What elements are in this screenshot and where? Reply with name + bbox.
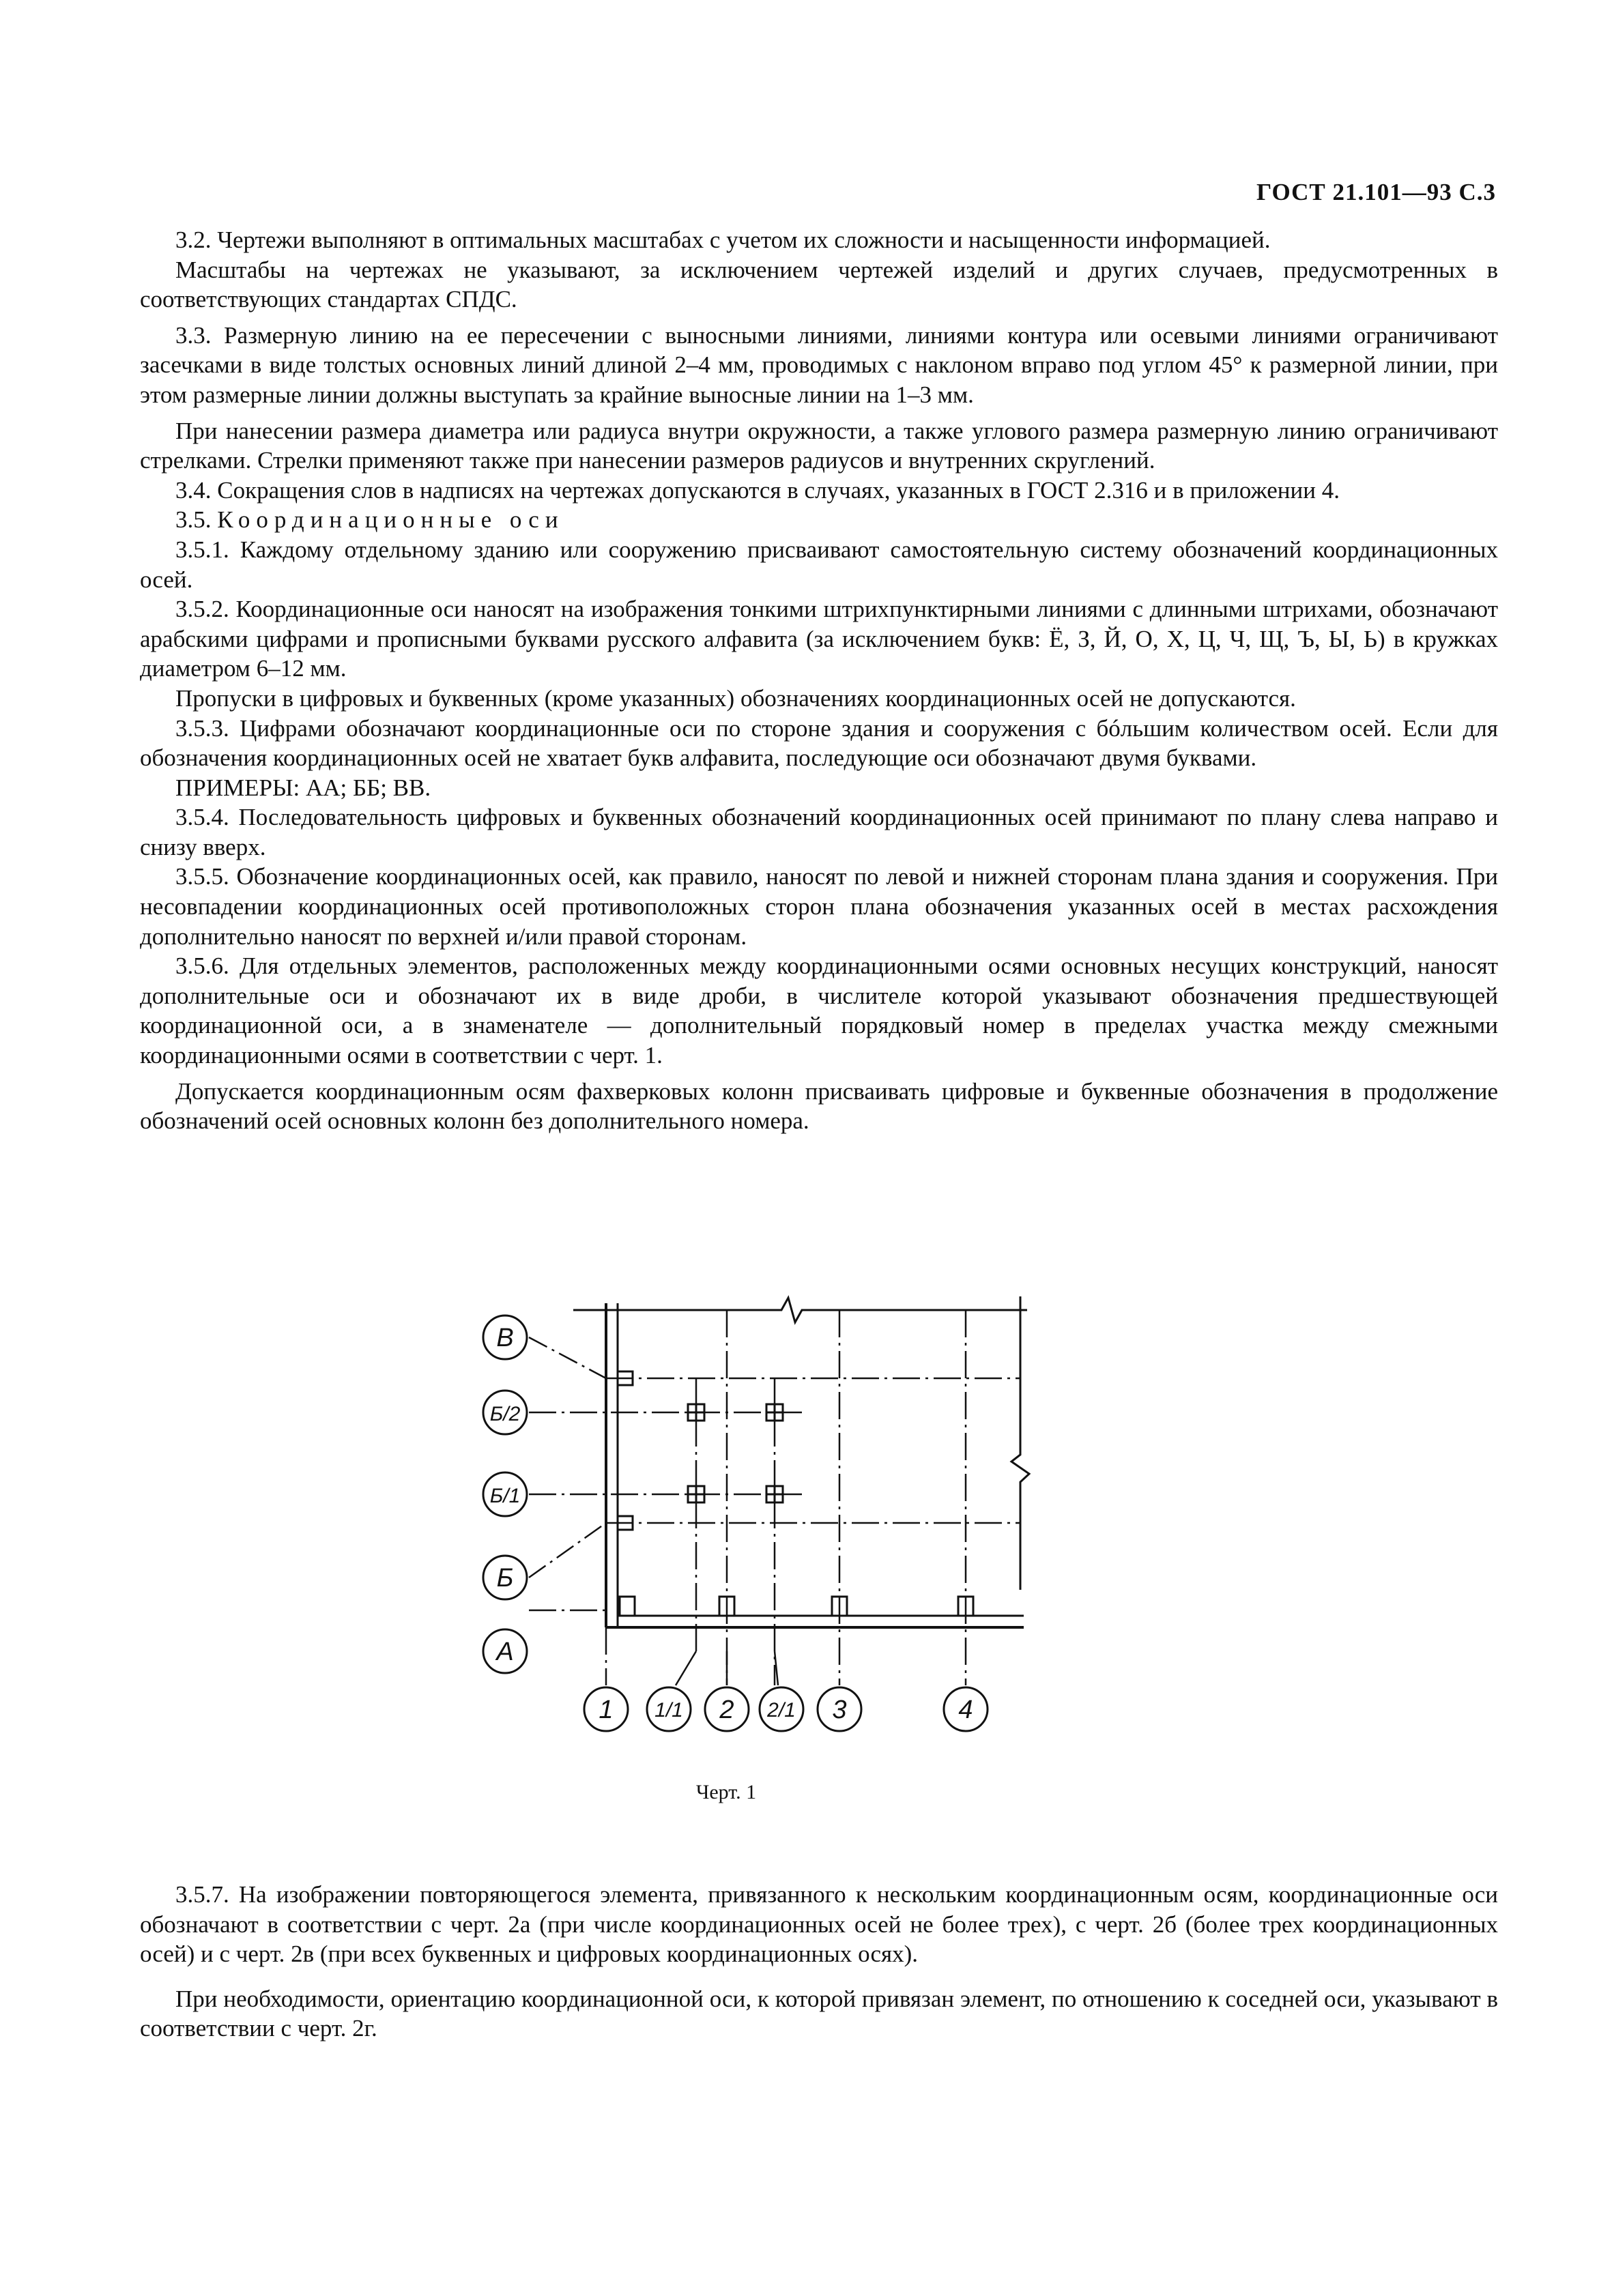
axis-label-row-3: Б: [496, 1564, 514, 1593]
axis-label-col-2: 2: [719, 1696, 734, 1724]
axis-label-col-5: 4: [958, 1696, 973, 1724]
axis-label-row-0: В: [496, 1324, 514, 1352]
paragraph-3-5-1: 3.5.1. Каждому отдельному зданию или сооружению присваивают самостоятельную систему обозначений координационных осей.: [140, 536, 1498, 593]
axis-label-col-0: 1: [599, 1696, 614, 1724]
plan-right-edge-break-line: [1011, 1296, 1029, 1590]
paragraph-3-5-6-fachwerk: Допускается координационным осям фахверковых колонн присваивать цифровые и буквенные обозначения в продолжение обозначений осей основных колонн без дополнительного номера.: [140, 1077, 1498, 1135]
axes-drawing: [423, 1269, 1051, 1835]
paragraph-3-5-7-orientation: При необходимости, ориентацию координационной оси, к которой привязан элемент, по отношению к соседней оси, указывают в соответствии с черт. 2г.: [140, 1985, 1498, 2042]
figure-1-coordination-axes: [423, 1269, 1051, 1835]
paragraph-3-3: 3.3. Размерную линию на ее пересечении с выносными линиями, линиями контура или осевыми линиями ограничивают засечками в виде толстых основных линий длиной 2–4 мм, проводимых с наклоном вправо под углом 45° к размерной линии, при этом размерные линии должны выступать за крайние выносные линии на 1–3 мм.: [140, 321, 1498, 408]
paragraph-3-5-3: 3.5.3. Цифрами обозначают координационные оси по стороне здания и сооружения с бóльшим количеством осей. Если для обозначения координационных осей не хватает букв алфавита, последующие оси обозначают двумя буквами.: [140, 714, 1498, 772]
column-bottom-1: [620, 1597, 635, 1616]
axis-label-row-1: Б/2: [489, 1403, 521, 1425]
main-text-bottom: [140, 1880, 1498, 2044]
paragraph-3-4: 3.4. Сокращения слов в надписях на чертежах допускаются в случаях, указанных в ГОСТ 2.316 и в приложении 4.: [175, 476, 1340, 504]
figure-caption: Черт. 1: [695, 1781, 757, 1803]
paragraph-3-5-6: 3.5.6. Для отдельных элементов, расположенных между координационными осями основных несущих конструкций, наносят дополнительные оси и обозначают их в виде дроби, в числителе которой указывают обозначения предшествующей координационной оси, а в знаменателе — дополнительный порядковый номер в пределах участка между смежными координационными осями в соответствии с черт. 1.: [140, 953, 1498, 1069]
axis-label-col-3: 2/1: [767, 1699, 796, 1721]
examples-line: ПРИМЕРЫ: АА; ББ; ВВ.: [175, 774, 431, 801]
paragraph-3-2: 3.2. Чертежи выполняют в оптимальных масштабах с учетом их сложности и насыщенности информацией.: [175, 227, 1271, 253]
paragraph-3-5-5: 3.5.5. Обозначение координационных осей, как правило, наносят по левой и нижней сторонам плана здания и сооружения. При несовпадении координационных осей противоположных сторон плана обозначения указанных осей в местах расхождения дополнительно наносят по верхней и/или правой сторонам.: [140, 863, 1498, 950]
section-3-5-heading: [140, 505, 1498, 535]
axis-label-row-2: Б/1: [489, 1485, 521, 1507]
paragraph-3-5-2-gaps: Пропуски в цифровых и буквенных (кроме указанных) обозначениях координационных осей не допускаются.: [175, 684, 1296, 712]
section-number: 3.5.: [175, 506, 212, 534]
paragraph-3-2-scales: Масштабы на чертежах не указывают, за исключением чертежей изделий и других случаев, предусмотренных в соответствующих стандартах СПДС.: [140, 256, 1498, 313]
paragraph-3-5-7: 3.5.7. На изображении повторяющегося элемента, привязанного к нескольким координационным осям, координационные оси обозначают в соответствии с черт. 2а (при числе координационных осей не более трех), с черт. 2б (более трех координационных осей) и с черт. 2в (при всех буквенных и цифровых координационных осях).: [140, 1881, 1498, 1968]
axis-label-col-4: 3: [832, 1696, 847, 1724]
axis-label-row-4: А: [496, 1638, 514, 1666]
leader-V: [529, 1337, 606, 1378]
section-title: Координационные оси: [217, 506, 564, 534]
page-header: ГОСТ 21.101—93 С.3: [1256, 179, 1496, 205]
paragraph-3-5-4: 3.5.4. Последовательность цифровых и буквенных обозначений координационных осей принимают по плану слева направо и снизу вверх.: [140, 804, 1498, 860]
axis-label-col-1: 1/1: [654, 1699, 683, 1721]
paragraph-3-5-2: 3.5.2. Координационные оси наносят на изображения тонкими штрихпунктирными линиями с длинными штрихами, обозначают арабскими цифрами и прописными буквами русского алфавита (за исключением букв: Ё, З, Й, О, Х, Ц, Ч, Щ, Ъ, Ы, Ь) в кружках диаметром 6–12 мм.: [140, 596, 1498, 682]
paragraph-3-3-arrows: При нанесении размера диаметра или радиуса внутри окружности, а также углового размера размерную линию ограничивают стрелками. Стрелки применяют также при нанесении размеров радиусов и внутренних скруглений.: [140, 417, 1498, 474]
plan-top-edge-break-line: [573, 1298, 1027, 1322]
leader-1-1: [676, 1651, 696, 1685]
leader-B: [529, 1523, 606, 1578]
main-text-top: [140, 225, 1498, 1136]
